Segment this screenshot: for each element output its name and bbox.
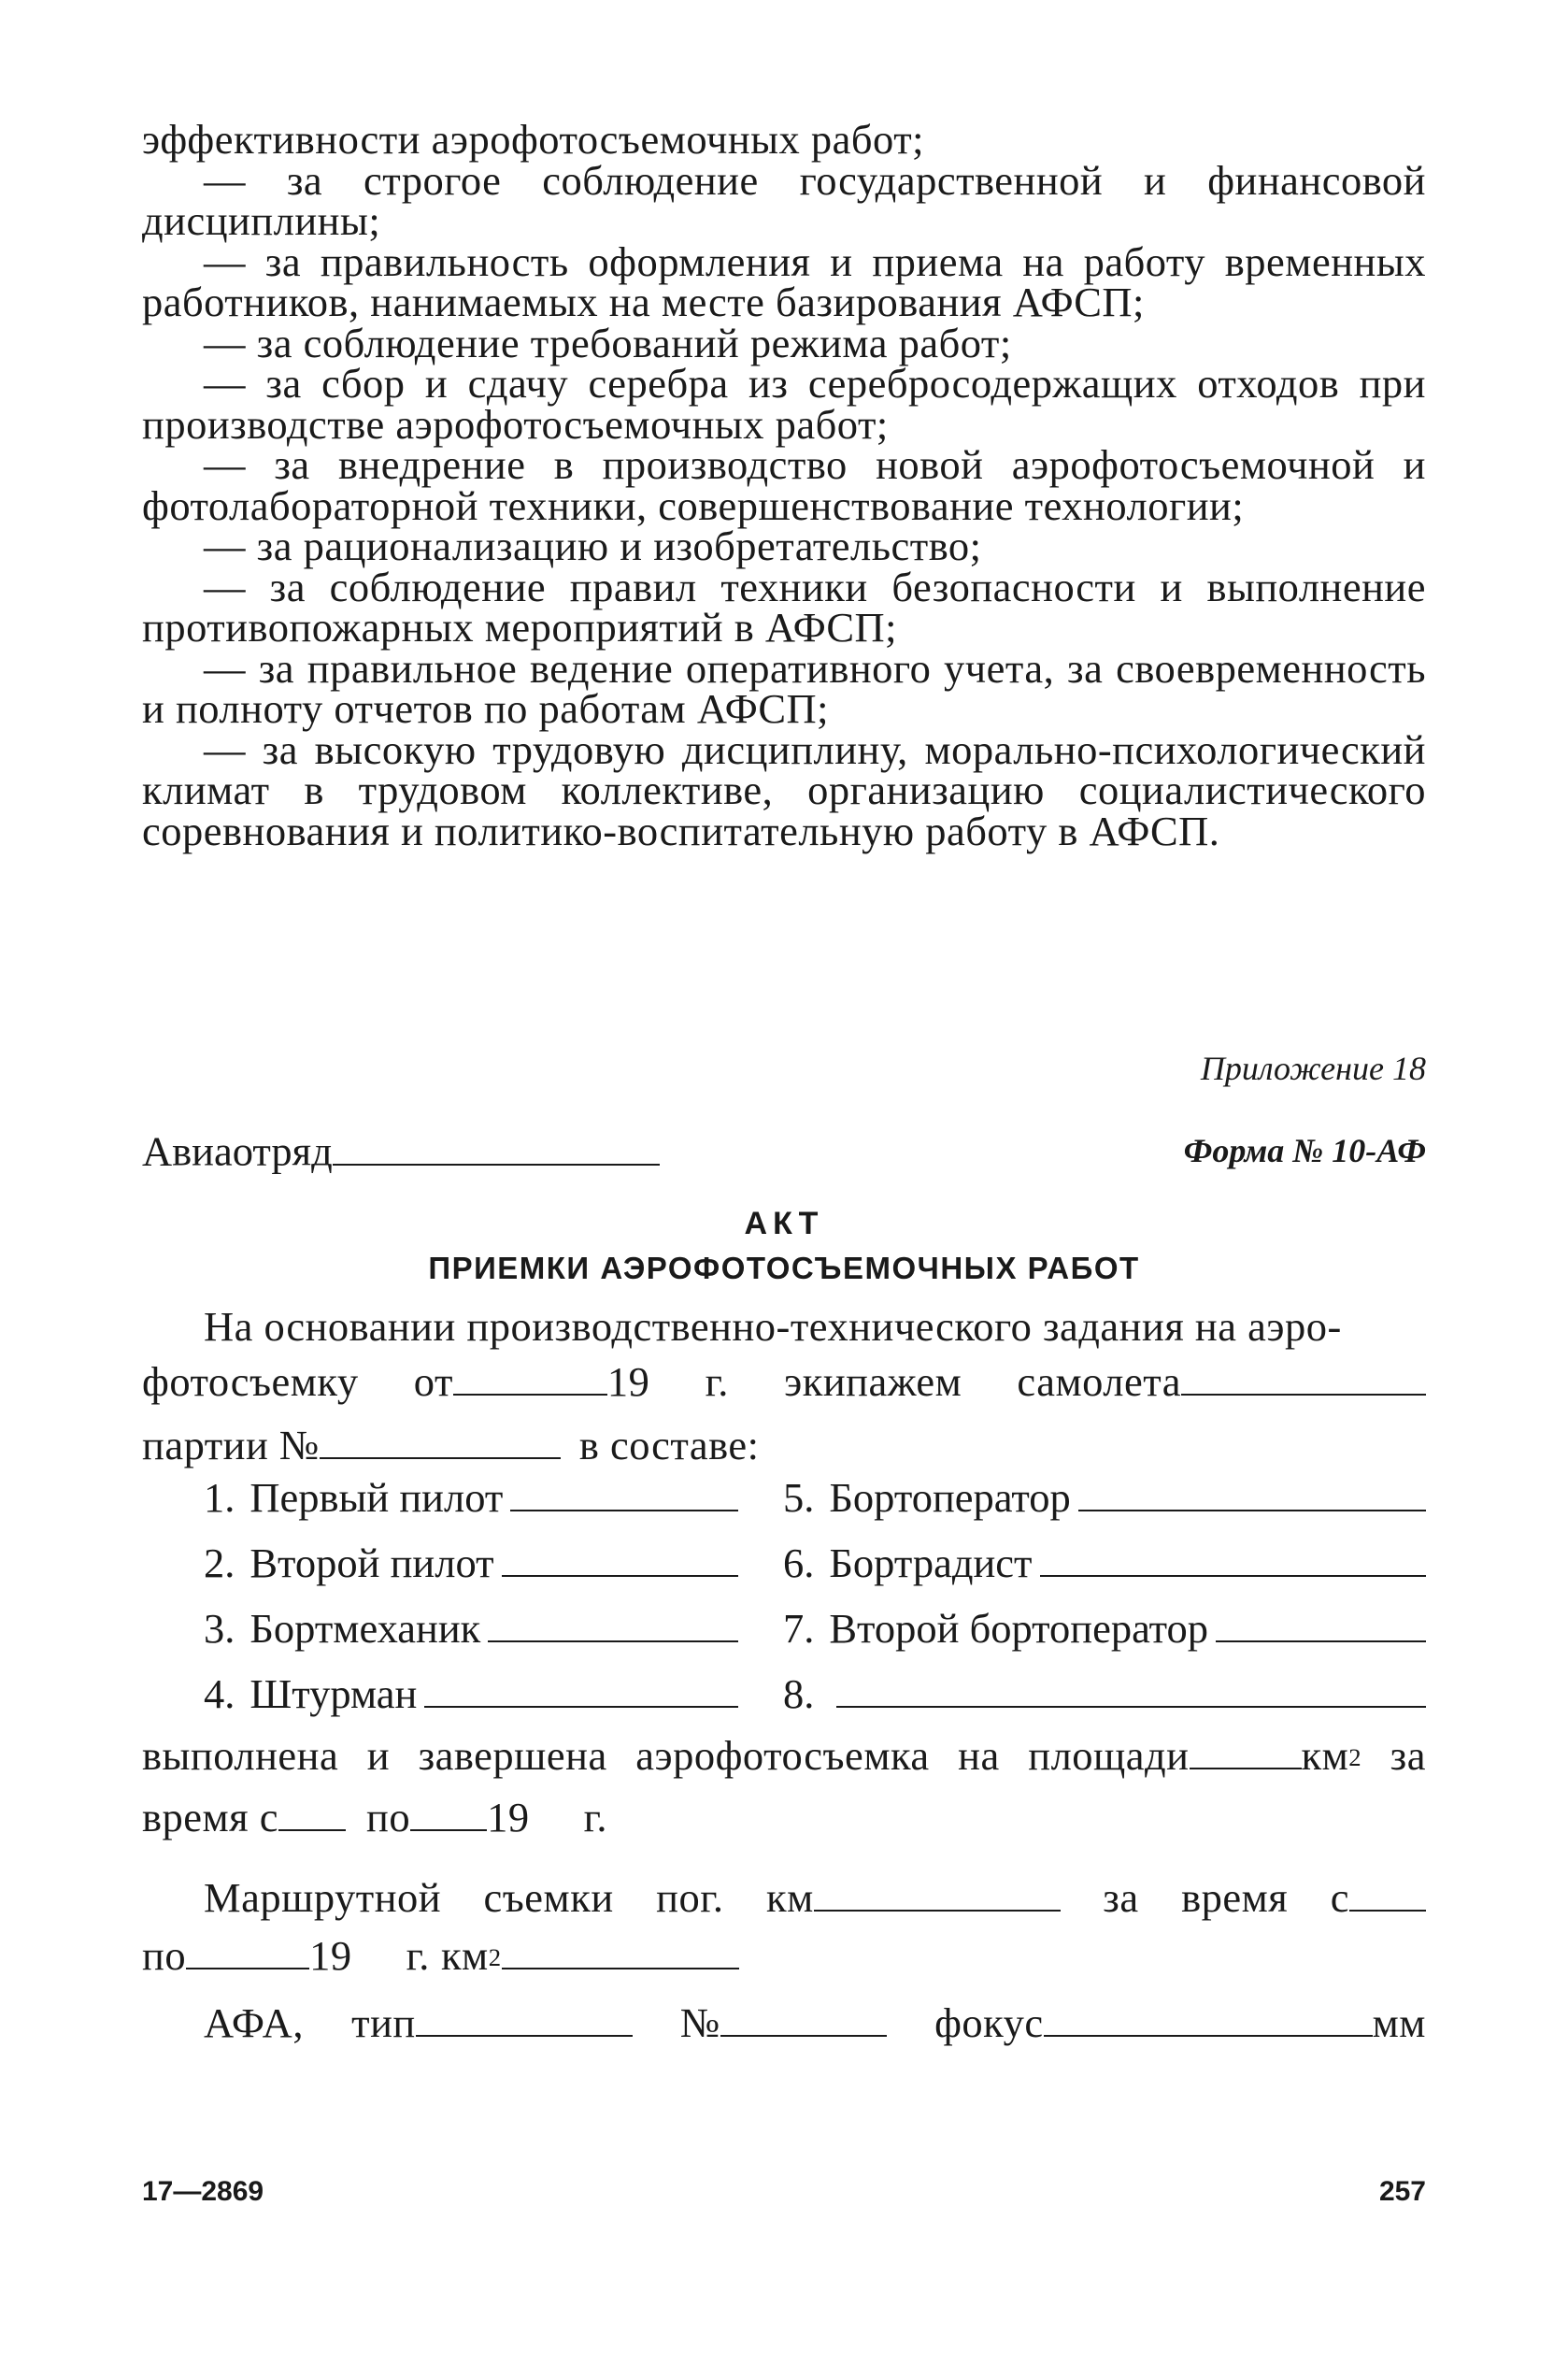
route-word: г. [406,1932,430,1979]
crew-blank[interactable] [836,1664,1426,1708]
from-blank[interactable] [278,1788,346,1832]
crew-blank[interactable] [488,1598,738,1642]
date-blank[interactable] [453,1352,607,1396]
text-paragraph: — за высокую трудовую дисциплину, морально-психологический климат в трудовом коллективе, организацию социалистического соревнования и политико-воспитательную работу в АФСП. [142,725,1426,854]
crew-number: 7. [783,1604,815,1652]
intro-line-1 [142,1301,1426,1352]
crew-item [783,1598,1426,1653]
route-line-2: по 19 г. км $^2$ [142,1926,1426,1983]
text-paragraph: — за соблюдение правил техники безопасности и выполнение противопожарных мероприятий в АФСП; [142,563,1426,651]
crew-role: Второй бортоператор [829,1604,1209,1652]
crew-item [783,1468,1426,1522]
area-word: площади [1028,1731,1190,1779]
area-blank[interactable] [1190,1726,1302,1769]
area-word: 19 [487,1794,530,1840]
route-area-blank[interactable] [502,1926,739,1970]
crew-role: Бортмеханик [249,1604,481,1652]
unit-field [142,1122,660,1176]
area-word: и [366,1731,391,1779]
intro-word: экипажем [784,1357,962,1405]
crew-role: Первый пилот [249,1473,504,1521]
to-blank[interactable] [410,1788,487,1832]
route-word: съемки [483,1873,614,1921]
act-subtitle: ПРИЕМКИ АЭРОФОТОСЪЕМОЧНЫХ РАБОТ [428,1251,1140,1285]
afa-number-blank[interactable] [720,1993,887,2037]
crew-item [204,1598,783,1653]
route-word: Маршрутной [204,1873,442,1921]
crew-item [204,1664,783,1718]
route-line-1 [142,1868,1426,1925]
route-word: 19 [309,1932,352,1979]
afa-type-blank[interactable] [416,1993,633,2037]
text-paragraph: — за рационализацию и изобретательство; [204,523,982,569]
area-word: аэрофотосъемка [635,1731,930,1779]
area-word: по [366,1794,411,1840]
route-word: за [1103,1873,1139,1921]
text-paragraph: — за правильность оформления и приема на работу временных работников, нанимаемых на месте базирования АФСП; [142,237,1426,325]
crew-blank[interactable] [1216,1598,1426,1642]
area-word: завершена [418,1731,607,1779]
intro-word: самолета [1017,1357,1181,1405]
afa-focus-blank[interactable] [1044,1993,1373,2037]
text-paragraph: — за строгое соблюдение государственной и финансовой дисциплины; [142,156,1426,244]
intro-text: На основании производственно-технического задания на аэро- [204,1303,1342,1350]
crew-role: Бортрадист [829,1539,1033,1586]
area-word: на [958,1731,1000,1779]
route-word: км [766,1873,814,1921]
afa-word: тип [351,1998,416,2046]
afa-word: АФА, [204,1998,304,2046]
route-km-blank[interactable] [814,1868,1061,1912]
route-unit: км [440,1932,489,1979]
form-number: Форма № 10-АФ [1183,1132,1426,1169]
signature-mark: 17—2869 [142,2176,264,2207]
area-word: за [1390,1731,1426,1779]
text-paragraph: — за внедрение в производство новой аэрофотосъемочной и фотолабораторной техники, совершенствование технологии; [142,441,1426,529]
crew-number: 2. [204,1539,235,1586]
intro-word: партии № [142,1422,320,1468]
appendix-label: Приложение 18 [1200,1050,1426,1087]
intro-word: в составе: [578,1422,760,1468]
afa-paragraph [142,1993,1426,2048]
crew-number: 1. [204,1473,235,1521]
text-paragraph: эффективности аэрофотосъемочных работ; [142,116,925,163]
crew-blank[interactable] [510,1468,738,1511]
unit-label: Авиаотряд [142,1127,333,1175]
party-number-blank[interactable] [320,1416,561,1460]
route-paragraph [142,1868,1426,1983]
crew-blank[interactable] [1078,1468,1426,1511]
crew-role: Штурман [249,1669,418,1717]
text-paragraph: — за правильное ведение оперативного учета, за своевременность и полноту отчетов по работам АФСП; [142,644,1426,732]
area-line-1: выполнена и завершена аэрофотосъемка на площади км $^2$ за [142,1726,1426,1783]
area-unit: км [1301,1731,1349,1779]
crew-item [783,1664,1426,1718]
page-footer [142,2176,1426,2208]
crew-row [204,1533,1426,1598]
crew-number: 5. [783,1473,815,1521]
crew-role: Второй пилот [249,1539,494,1586]
text-paragraph: — за соблюдение требований режима работ; [204,319,1012,366]
afa-word: № [679,1998,720,2046]
crew-row [204,1664,1426,1729]
afa-line [142,1993,1426,2048]
route-word: с [1330,1873,1349,1921]
crew-row [204,1598,1426,1664]
crew-blank[interactable] [502,1533,738,1577]
crew-item [204,1533,783,1587]
route-word: по [142,1932,187,1979]
intro-line-2 [142,1352,1426,1407]
route-from-blank[interactable] [1349,1868,1426,1912]
route-word: пог. [656,1873,724,1921]
aircraft-blank[interactable] [1181,1352,1426,1396]
crew-number: 4. [204,1669,235,1717]
afa-unit: мм [1372,1998,1426,2046]
intro-paragraph [142,1301,1426,1470]
text-paragraph: — за сбор и сдачу серебра из серебросодержащих отходов при производстве аэрофотосъемочных работ; [142,360,1426,448]
crew-blank[interactable] [424,1664,738,1708]
intro-word: 19 [606,1357,650,1405]
crew-role: Бортоператор [829,1473,1071,1521]
area-word: время с [142,1794,279,1840]
crew-row [204,1468,1426,1533]
intro-word: от [413,1357,453,1405]
area-paragraph [142,1726,1426,1844]
crew-blank[interactable] [1040,1533,1427,1577]
responsibilities-text [142,116,1426,854]
crew-list [204,1468,1426,1729]
page-number: 257 [1378,2176,1426,2207]
crew-number: 8. [783,1669,815,1717]
route-to-blank[interactable] [186,1926,309,1970]
area-line-2 [142,1788,1426,1845]
intro-line-3 [142,1416,1426,1471]
area-word: г. [583,1794,607,1840]
intro-word: г. [705,1357,729,1405]
intro-word: фотосъемку [142,1357,359,1405]
crew-number: 6. [783,1539,815,1586]
area-word: выполнена [142,1731,339,1779]
act-title: АКТ [744,1206,824,1241]
unit-blank[interactable] [333,1122,660,1166]
crew-item [783,1533,1426,1587]
crew-item [204,1468,783,1522]
afa-word: фокус [934,1998,1044,2046]
crew-number: 3. [204,1604,235,1652]
route-word: время [1181,1873,1289,1921]
